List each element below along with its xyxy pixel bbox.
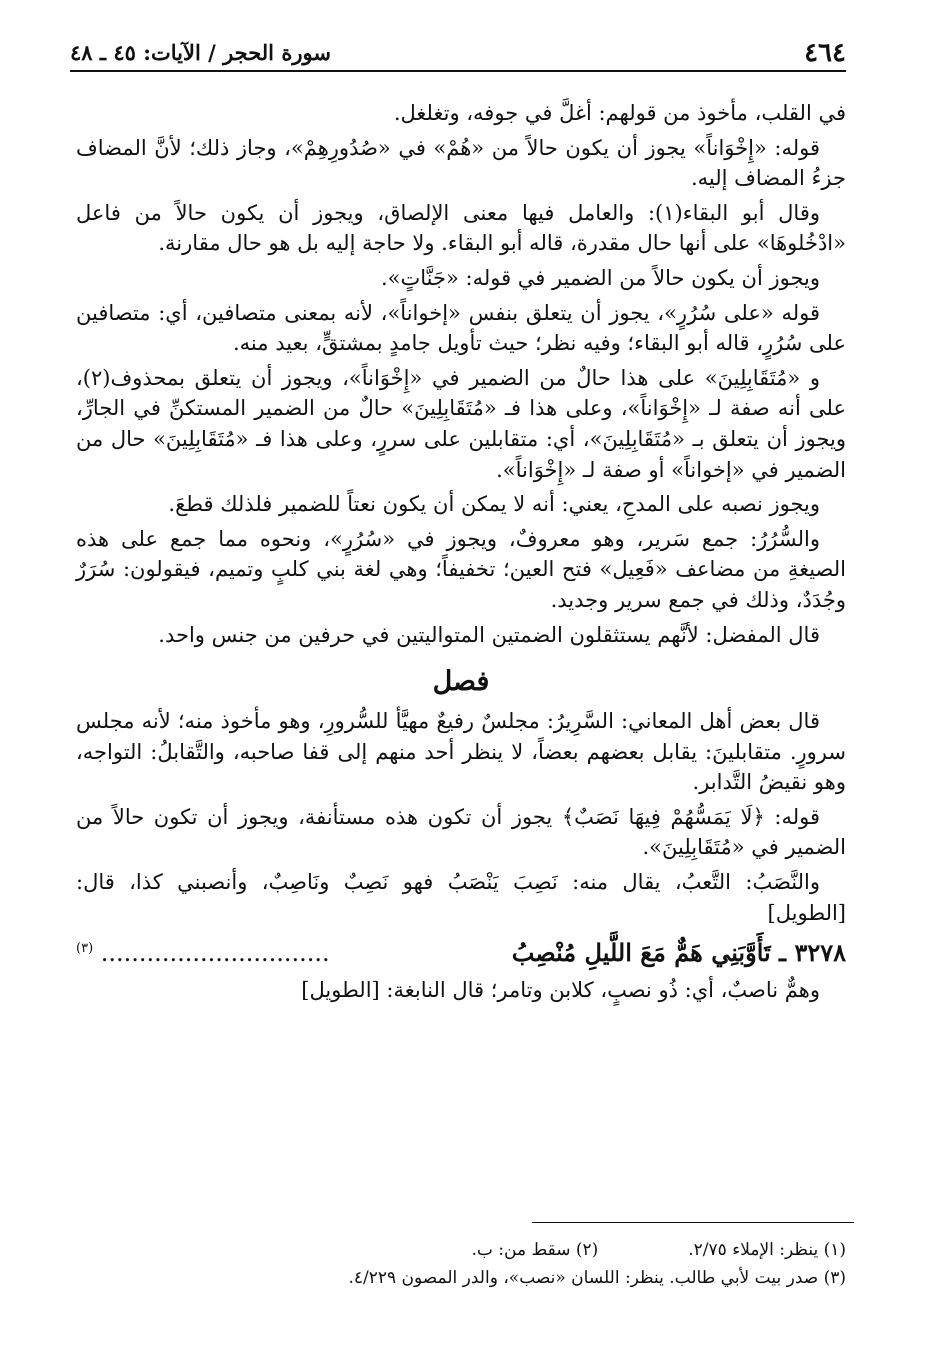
paragraph: وقال أبو البقاء(١): والعامل فيها معنى الإلصاق، ويجوز أن يكون حالاً من فاعل «ادْخُلوهَا» على أنها حال مقدرة، قاله أبو البقاء. ولا حاجة إليه بل هو حال مقارنة. — [76, 200, 846, 256]
running-head: سورة الحجر / الآيات: ٤٥ ـ ٤٨ — [70, 40, 331, 65]
paragraph: قال بعض أهل المعاني: السَّرِيرُ: مجلسٌ رفيعٌ مهيَّأ للسُّرورِ، وهو مأخوذ منه؛ لأنه مجلس سرورٍ. متقابلينَ: يقابل بعضهم بعضاً، لا ينظر أحد منهم إلى قفا صاحبه، والتَّقابلُ: التواجه، وهو نقيضُ التَّدابر. — [76, 709, 846, 795]
paragraph: قوله: ﴿لَا يَمَسُّهُمْ فِيهَا نَصَبٌ﴾ يجوز أن تكون هذه مستأنفة، ويجوز أن تكون حالاً من الضمير في «مُتَقَابِلِينَ». — [76, 804, 846, 860]
footnote-1: (١) ينظر: الإملاء ٢/٧٥. — [688, 1240, 846, 1260]
poetry-verse — [76, 934, 846, 969]
footnote-ref: (٣) — [76, 941, 94, 957]
verse-dots: .............................. — [100, 939, 330, 968]
header-rule — [70, 70, 846, 72]
paragraph: قوله «على سُرُرٍ»، يجوز أن يتعلق بنفس «إخواناً»، لأنه بمعنى متصافين، أي: متصافين على سُرُرٍ، قاله أبو البقاء؛ وفيه نظر؛ حيث تأويل جامدٍ بمشتقٍّ، بعيد منه. — [76, 300, 846, 356]
paragraph: ويجوز نصبه على المدحِ، يعني: أنه لا يمكن أن يكون نعتاً للضمير فلذلك قطعَ. — [168, 492, 820, 517]
paragraph: قوله: «إِخْوَاناً» يجوز أن يكون حالاً من «هُمْ» في «صُدُورِهِمْ»، وجاز ذلك؛ لأنَّ المضاف جزءُ المضاف إليه. — [76, 135, 846, 191]
paragraph: والسُّرُرُ: جمع سَرير، وهو معروفٌ، ويجوز في «سُرُرٍ»، ونحوه مما جمع على هذه الصيغةِ من مضاعف «فَعِيل» فتح العين؛ تخفيفاً؛ وهي لغة بني كلبٍ وتميم، فيقولون: سُرَرٌ وجُدَدٌ، وذلك في جمع سرير وجديد. — [76, 526, 846, 612]
page-number: ٤٦٤ — [804, 38, 846, 68]
section-title: فصل — [432, 666, 490, 698]
footnotes — [76, 1236, 846, 1292]
paragraph: ويجوز أن يكون حالاً من الضمير في قوله: «جَنَّاتٍ». — [380, 265, 820, 290]
page-header — [70, 38, 846, 72]
footnote-3: (٣) صدر بيت لأبي طالب. ينظر: اللسان «نصب»، والدر المصون ٤/٢٢٩. — [348, 1268, 846, 1288]
paragraph: و «مُتَقَابِلِينَ» على هذا حالٌ من الضمير في «إِخْوَاناً»، ويجوز أن يتعلق بمحذوف(٢)، على أنه صفة لـ «إِخْوَاناً»، وعلى هذا فـ «مُتَقَابِلِينَ» حالٌ من الضمير المستكنِّ في الجارِّ، ويجوز أن يتعلق بـ «مُتَقَابِلِينَ»، أي: متقابلين على سررٍ، وعلى هذا فـ «مُتَقَابِلِينَ» حال من الضمير في «إخواناً» أو صفة لـ «إِخْوَاناً». — [76, 365, 846, 482]
verse-text: ٣٢٧٨ ـ تَأَوَّبَنِي هَمٌّ مَعَ اللَّيلِ مُنْصِبُ — [511, 938, 846, 968]
paragraph: وهمٌّ ناصبٌ، أي: ذُو نصبٍ، كلابن وتامر؛ قال النابغة: [الطويل] — [301, 977, 820, 1002]
main-text — [76, 98, 846, 1009]
footnote-rule — [532, 1222, 854, 1223]
footnote-row — [76, 1236, 846, 1264]
paragraph: قال المفضل: لأنَّهم يستثقلون الضمتين المتواليتين في حرفين من جنس واحد. — [158, 622, 820, 647]
paragraph: في القلب، مأخوذ من قولهم: أغلَّ في جوفه، وتغلغل. — [393, 101, 846, 125]
footnote-2: (٢) سقط من: ب. — [471, 1240, 599, 1260]
verse-ellipsis — [76, 934, 330, 969]
paragraph: والنَّصَبُ: التَّعبُ، يقال منه: نَصِبَ يَنْصَبُ فهو نَصِبٌ ونَاصِبٌ، وأنصبني كذا، قال: [الطويل] — [76, 870, 846, 925]
